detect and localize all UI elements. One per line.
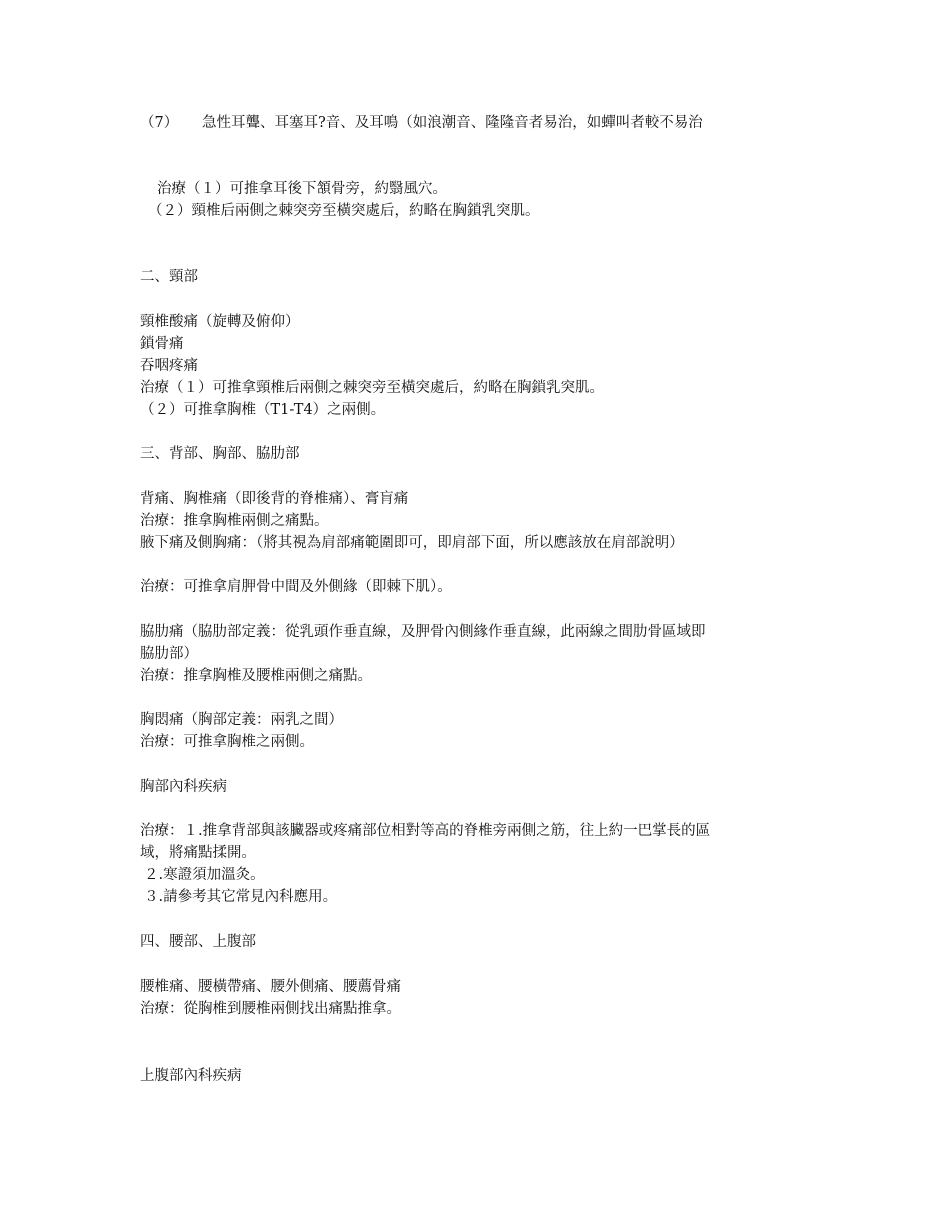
back-symptom-1: 背痛、胸椎痛（即後背的脊椎痛）、膏肓痛 (140, 491, 409, 507)
ear-heading-text: 急性耳聾、耳塞耳?音、及耳鳴（如浪潮音、隆隆音者易治，如蟬叫者較不易治 (202, 115, 703, 131)
waist-treatment-1: 治療：從胸椎到腰椎兩側找出痛點推拿。 (140, 1001, 401, 1017)
back-symptom-4: 胸悶痛（胸部定義：兩乳之間） (140, 712, 343, 728)
neck-treatment-2: （２）可推拿胸椎（T1-T4）之兩側。 (140, 402, 386, 418)
chest-internal-treatment-1-line-1: 治療：１.推拿背部與該臟器或疼痛部位相對等高的脊椎旁兩側之筋，往上約一巴掌長的區 (140, 823, 711, 839)
upper-abdomen-internal-title: 上腹部內科疾病 (140, 1068, 242, 1084)
waist-section-title: 四、腰部、上腹部 (140, 934, 256, 950)
item-number: （7） (140, 115, 179, 131)
back-treatment-4: 治療：可推拿胸椎之兩側。 (140, 734, 314, 750)
neck-symptom-1: 頸椎酸痛（旋轉及俯仰） (140, 314, 300, 330)
chest-internal-treatment-3: ３.請參考其它常見內科應用。 (144, 889, 338, 905)
neck-symptom-2: 鎖骨痛 (140, 336, 184, 352)
back-treatment-1: 治療：推拿胸椎兩側之痛點。 (140, 513, 329, 529)
neck-section-title: 二、頸部 (140, 269, 198, 285)
waist-symptom-1: 腰椎痛、腰橫帶痛、腰外側痛、腰薦骨痛 (140, 979, 401, 995)
neck-treatment-1: 治療（１）可推拿頸椎后兩側之棘突旁至橫突處后，約略在胸鎖乳突肌。 (140, 380, 604, 396)
back-treatment-3: 治療：推拿胸椎及腰椎兩側之痛點。 (140, 668, 372, 684)
ear-heading (140, 113, 703, 133)
chest-internal-treatment-2: ２.寒證須加溫灸。 (144, 867, 265, 883)
back-symptom-3-line-2: 脇肋部） (140, 646, 198, 662)
ear-treatment-1: 治療（１）可推拿耳後下頷骨旁，約翳風穴。 (157, 181, 447, 197)
chest-internal-title: 胸部內科疾病 (140, 779, 227, 795)
back-section-title: 三、背部、胸部、脇肋部 (140, 446, 300, 462)
neck-symptom-3: 吞咽疼痛 (140, 358, 198, 374)
ear-treatment-2: （２）頸椎后兩側之棘突旁至橫突處后，約略在胸鎖乳突肌。 (148, 203, 540, 219)
back-symptom-3-line-1: 脇肋痛（脇肋部定義：從乳頭作垂直線，及胛骨內側緣作垂直線，此兩線之間肋骨區域即 (140, 624, 706, 640)
back-treatment-2: 治療：可推拿肩胛骨中間及外側緣（即棘下肌）。 (140, 579, 452, 595)
back-symptom-2: 腋下痛及側胸痛：（將其視為肩部痛範圍即可，即肩部下面，所以應該放在肩部說明） (140, 535, 684, 551)
chest-internal-treatment-1-line-2: 域，將痛點揉開。 (140, 845, 256, 861)
